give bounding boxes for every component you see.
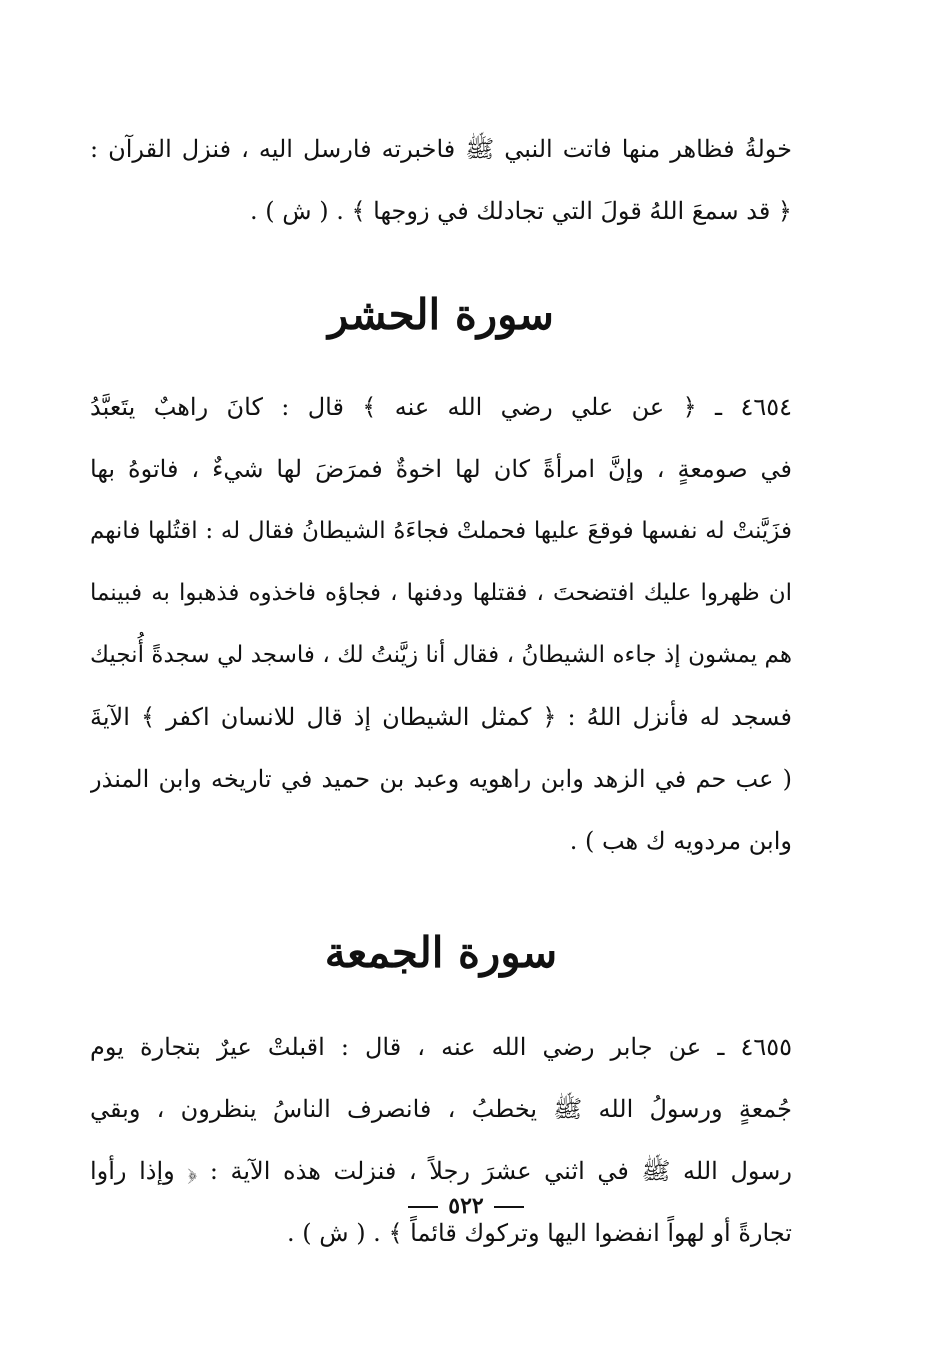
text-line: هم يمشون إذ جاءه الشيطانُ ، فقال أنا زيَّنتُ لك ، فاسجد لي سجدةً أُنجيك xyxy=(90,642,792,668)
text-line: رسول الله ﷺ في اثني عشرَ رجلاً ، فنزلت هذه الآية : ﴿ وإذا رأوا xyxy=(90,1157,792,1185)
surah-title-jumuah: سورة الجمعة xyxy=(324,928,558,977)
dash-divider xyxy=(494,1206,524,1208)
text-line: ( عب حم في الزهد وابن راهويه وعبد بن حميد في تاريخه وابن المنذر xyxy=(90,765,792,793)
text-line: ﴿ قد سمعَ اللهُ قولَ التي تجادلك في زوجها ﴾ . ( ش ) . xyxy=(250,197,792,225)
text-line: ٤٦٥٥ ـ عن جابر رضي الله عنه ، قال : اقبلتْ عيرٌ بتجارة يوم xyxy=(90,1033,792,1061)
hadith-4655 xyxy=(90,1016,792,1264)
hadith-4654 xyxy=(90,376,792,872)
text-line: ٤٦٥٤ ـ ﴿ عن علي رضي الله عنه ﴾ قال : كانَ راهبٌ يتَعبَّدُ xyxy=(90,393,792,421)
text-line: فسجد له فأنزل اللهُ : ﴿ كمثل الشيطان إذ قال للانسان اكفر ﴾ الآيةَ xyxy=(90,703,792,731)
page-body xyxy=(90,118,792,1264)
intro-paragraph xyxy=(90,118,792,242)
surah-title-hashr: سورة الحشر xyxy=(327,290,555,339)
page-number: ٥٢٢ xyxy=(448,1193,484,1219)
text-line: تجارةً أو لهواً انفضوا اليها وتركوك قائماً ﴾ . ( ش ) . xyxy=(287,1219,792,1247)
text-line: خولةُ فظاهر منها فاتت النبي ﷺ فاخبرته فارسل اليه ، فنزل القرآن : xyxy=(90,135,792,163)
text-line: فزَيَّنتْ له نفسها فوقعَ عليها فحملتْ فجاءَهُ الشيطانُ فقال له : اقتُلها فانهم xyxy=(90,518,792,544)
text-line: جُمعةٍ ورسولُ الله ﷺ يخطبُ ، فانصرف الناسُ ينظرون ، وبقي xyxy=(90,1095,792,1123)
text-line: وابن مردويه ك هب ) . xyxy=(569,827,792,855)
text-line: في صومعةٍ ، وإنَّ امرأةً كان لها اخوةٌ فمرَضَ لها شيءٌ ، فاتوهُ بها xyxy=(90,455,792,483)
dash-divider xyxy=(408,1206,438,1208)
text-line: ان ظهروا عليك افتضحتَ ، فقتلها ودفنها ، فجاؤه فاخذوه فذهبوا به فبينما xyxy=(90,580,792,606)
page-number-footer xyxy=(0,1193,932,1219)
